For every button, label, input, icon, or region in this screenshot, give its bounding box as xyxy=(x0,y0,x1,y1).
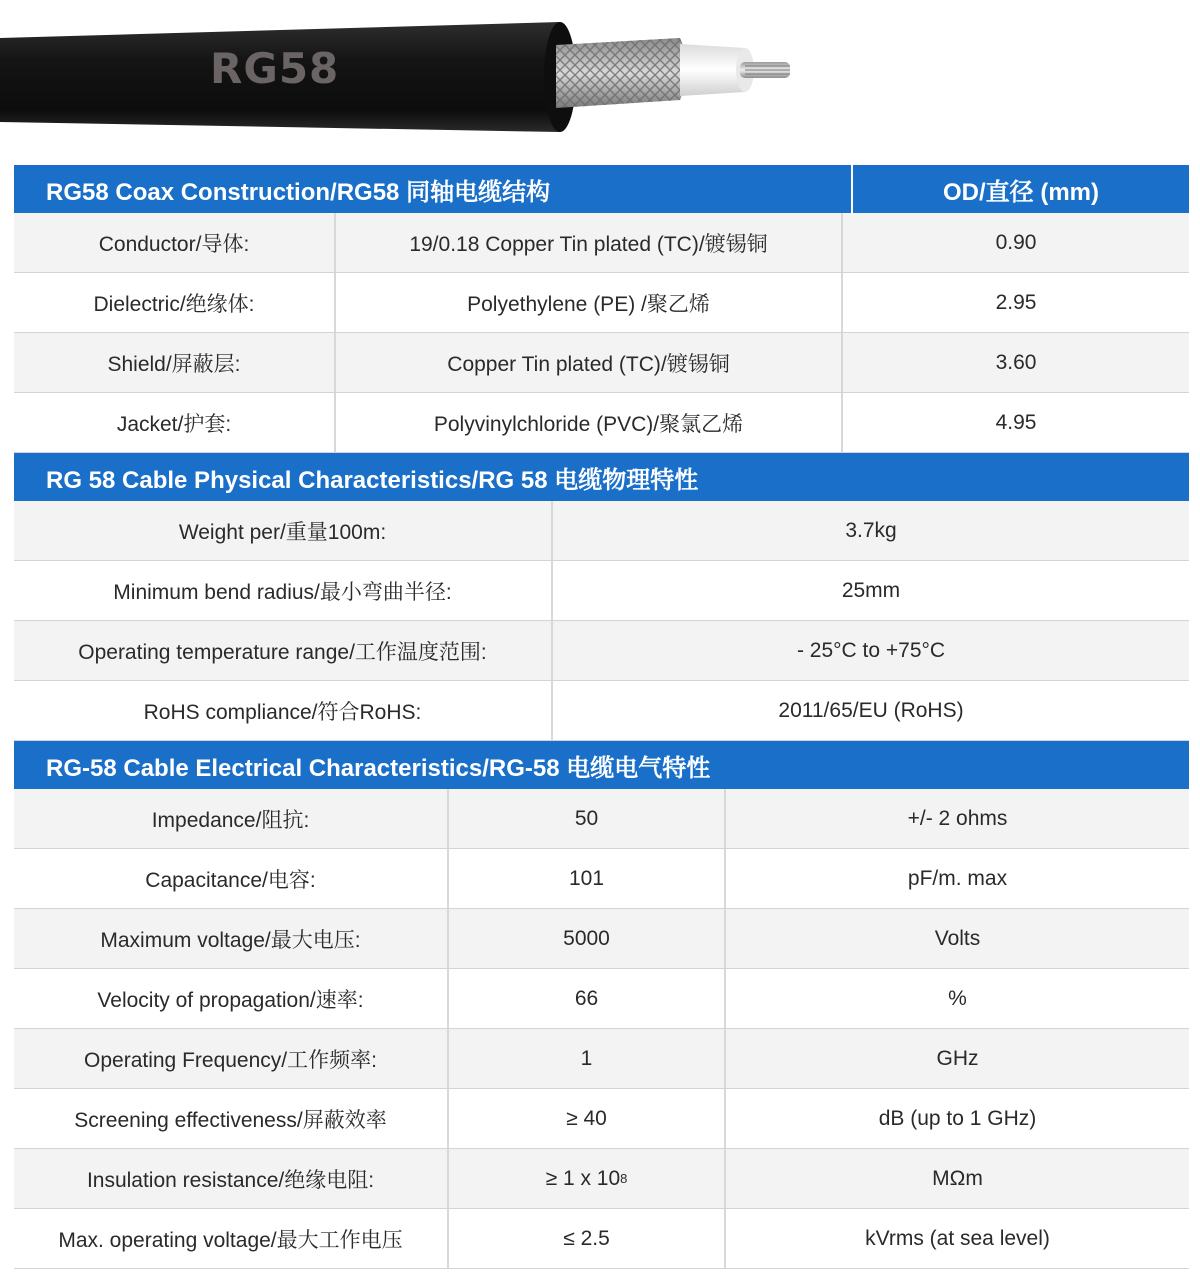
electrical-property: Screening effectiveness/屏蔽效率 xyxy=(14,1089,449,1148)
electrical-unit: dB (up to 1 GHz) xyxy=(878,1106,1037,1130)
construction-row xyxy=(14,333,1189,393)
electrical-unit: GHz xyxy=(936,1046,979,1070)
component-material: 19/0.18 Copper Tin plated (TC)/镀锡铜 xyxy=(336,213,843,272)
construction-title: RG58 Coax Construction/RG58 同轴电缆结构 xyxy=(46,178,551,206)
construction-row xyxy=(14,213,1189,273)
electrical-row xyxy=(14,1209,1189,1269)
electrical-header xyxy=(14,741,1189,789)
physical-value: 2011/65/EU (RoHS) xyxy=(778,698,964,722)
physical-title: RG 58 Cable Physical Characteristics/RG 58 电缆物理特性 xyxy=(46,466,699,494)
construction-row xyxy=(14,273,1189,333)
component-name: Jacket/护套: xyxy=(14,393,336,452)
electrical-property: Operating Frequency/工作频率: xyxy=(14,1029,449,1088)
component-od: 4.95 xyxy=(995,410,1037,434)
electrical-value-text: 5000 xyxy=(563,926,610,950)
component-material: Polyvinylchloride (PVC)/聚氯乙烯 xyxy=(336,393,843,452)
electrical-property: Velocity of propagation/速率: xyxy=(14,969,449,1028)
coax-cable-illustration xyxy=(0,0,1200,150)
electrical-value xyxy=(449,909,726,968)
electrical-row xyxy=(14,1089,1189,1149)
construction-rows xyxy=(14,213,1189,453)
component-od: 3.60 xyxy=(995,350,1037,374)
electrical-value xyxy=(449,1209,726,1268)
electrical-rows xyxy=(14,789,1189,1269)
cable-print-label: RG58 xyxy=(210,44,340,93)
electrical-row xyxy=(14,789,1189,849)
component-name: Shield/屏蔽层: xyxy=(14,333,336,392)
electrical-row xyxy=(14,909,1189,969)
electrical-value-text: 66 xyxy=(574,986,599,1010)
electrical-value-text: ≤ 2.5 xyxy=(563,1226,610,1250)
physical-rows xyxy=(14,501,1189,741)
electrical-row xyxy=(14,1149,1189,1209)
electrical-value-text: 50 xyxy=(574,806,599,830)
physical-property: Operating temperature range/工作温度范围: xyxy=(14,621,553,680)
electrical-value xyxy=(449,849,726,908)
construction-row xyxy=(14,393,1189,453)
electrical-value xyxy=(449,789,726,848)
electrical-value xyxy=(449,1149,726,1208)
electrical-property: Impedance/阻抗: xyxy=(14,789,449,848)
component-od: 0.90 xyxy=(995,230,1037,254)
electrical-unit: % xyxy=(948,986,967,1010)
electrical-row xyxy=(14,1029,1189,1089)
electrical-value xyxy=(449,1029,726,1088)
component-od: 2.95 xyxy=(995,290,1037,314)
electrical-unit: +/- 2 ohms xyxy=(907,806,1008,830)
physical-property: RoHS compliance/符合RoHS: xyxy=(14,681,553,740)
physical-row xyxy=(14,681,1189,741)
electrical-row xyxy=(14,849,1189,909)
electrical-property: Insulation resistance/绝缘电阻: xyxy=(14,1149,449,1208)
electrical-value-text: 101 xyxy=(568,866,605,890)
physical-value: 25mm xyxy=(841,578,901,602)
electrical-property: Max. operating voltage/最大工作电压 xyxy=(14,1209,449,1268)
electrical-value-text: 1 xyxy=(580,1046,593,1070)
electrical-unit: MΩm xyxy=(932,1166,983,1190)
electrical-property: Maximum voltage/最大电压: xyxy=(14,909,449,968)
cable-photo xyxy=(0,0,1200,150)
construction-header xyxy=(14,165,1189,213)
electrical-property: Capacitance/电容: xyxy=(14,849,449,908)
component-material: Copper Tin plated (TC)/镀锡铜 xyxy=(336,333,843,392)
electrical-row xyxy=(14,969,1189,1029)
electrical-unit: pF/m. max xyxy=(907,866,1008,890)
electrical-value-exponent: 8 xyxy=(620,1171,628,1186)
physical-header xyxy=(14,453,1189,501)
electrical-unit: kVrms (at sea level) xyxy=(865,1226,1050,1250)
physical-property: Weight per/重量100m: xyxy=(14,501,553,560)
electrical-value xyxy=(449,969,726,1028)
component-name: Conductor/导体: xyxy=(14,213,336,272)
physical-value: 3.7kg xyxy=(845,518,897,542)
component-material: Polyethylene (PE) /聚乙烯 xyxy=(336,273,843,332)
electrical-value xyxy=(449,1089,726,1148)
component-name: Dielectric/绝缘体: xyxy=(14,273,336,332)
physical-row xyxy=(14,561,1189,621)
physical-row xyxy=(14,621,1189,681)
electrical-title: RG-58 Cable Electrical Characteristics/RG-58 电缆电气特性 xyxy=(46,754,711,782)
physical-value: - 25°C to +75°C xyxy=(796,638,946,662)
spec-table xyxy=(14,165,1189,1269)
electrical-value-text: ≥ 40 xyxy=(566,1106,607,1130)
od-column-header: OD/直径 (mm) xyxy=(851,165,1189,213)
physical-row xyxy=(14,501,1189,561)
electrical-unit: Volts xyxy=(934,926,981,950)
electrical-value-text: ≥ 1 x 10 xyxy=(545,1166,621,1190)
physical-property: Minimum bend radius/最小弯曲半径: xyxy=(14,561,553,620)
